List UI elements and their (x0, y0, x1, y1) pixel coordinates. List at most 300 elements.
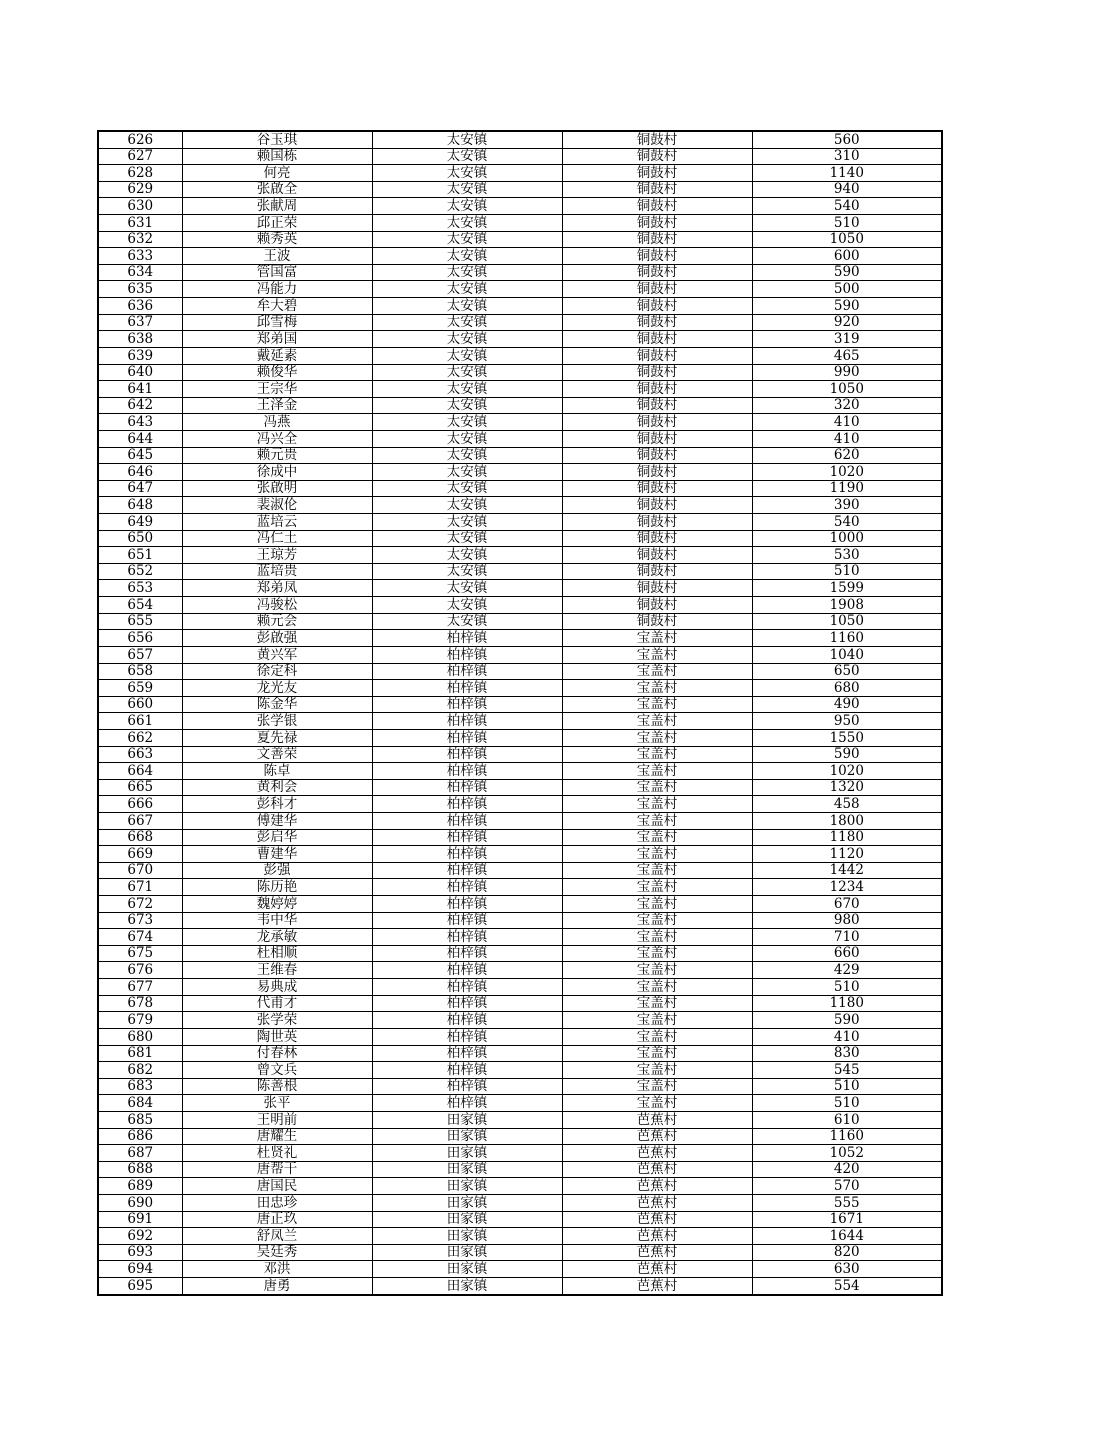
row-number-cell: 629 (98, 181, 182, 198)
row-number-cell: 656 (98, 630, 182, 647)
town-cell: 田家镇 (372, 1178, 562, 1195)
row-number-cell: 673 (98, 912, 182, 929)
name-cell: 蓝培贵 (182, 563, 372, 580)
row-number-cell: 679 (98, 1012, 182, 1029)
village-cell: 宝盖村 (562, 862, 752, 879)
name-cell: 龙承敏 (182, 929, 372, 946)
town-cell: 柏梓镇 (372, 796, 562, 813)
amount-cell: 1160 (752, 1128, 942, 1145)
town-cell: 太安镇 (372, 165, 562, 182)
row-number-cell: 685 (98, 1111, 182, 1128)
town-cell: 太安镇 (372, 148, 562, 165)
amount-cell: 980 (752, 912, 942, 929)
amount-cell: 320 (752, 397, 942, 414)
table-row (98, 314, 942, 331)
village-cell: 铜鼓村 (562, 131, 752, 148)
row-number-cell: 630 (98, 198, 182, 215)
name-cell: 彭强 (182, 862, 372, 879)
name-cell: 赖秀英 (182, 231, 372, 248)
row-number-cell: 650 (98, 530, 182, 547)
village-cell: 铜鼓村 (562, 397, 752, 414)
town-cell: 太安镇 (372, 397, 562, 414)
town-cell: 柏梓镇 (372, 1045, 562, 1062)
row-number-cell: 640 (98, 364, 182, 381)
amount-cell: 554 (752, 1278, 942, 1295)
amount-cell: 510 (752, 979, 942, 996)
town-cell: 柏梓镇 (372, 1078, 562, 1095)
name-cell: 冯骏松 (182, 597, 372, 614)
table-row (98, 148, 942, 165)
name-cell: 王波 (182, 248, 372, 265)
name-cell: 张平 (182, 1095, 372, 1112)
row-number-cell: 647 (98, 480, 182, 497)
table-row (98, 1045, 942, 1062)
village-cell: 宝盖村 (562, 746, 752, 763)
table-row (98, 812, 942, 829)
village-cell: 芭蕉村 (562, 1111, 752, 1128)
town-cell: 田家镇 (372, 1128, 562, 1145)
name-cell: 冯能力 (182, 281, 372, 298)
village-cell: 铜鼓村 (562, 580, 752, 597)
name-cell: 易典成 (182, 979, 372, 996)
town-cell: 柏梓镇 (372, 962, 562, 979)
village-cell: 铜鼓村 (562, 215, 752, 232)
amount-cell: 940 (752, 181, 942, 198)
town-cell: 田家镇 (372, 1278, 562, 1295)
name-cell: 陶世英 (182, 1028, 372, 1045)
row-number-cell: 662 (98, 729, 182, 746)
name-cell: 舒凤兰 (182, 1228, 372, 1245)
amount-cell: 590 (752, 298, 942, 315)
name-cell: 冯兴全 (182, 430, 372, 447)
amount-cell: 590 (752, 264, 942, 281)
village-cell: 宝盖村 (562, 779, 752, 796)
name-cell: 王泽金 (182, 397, 372, 414)
name-cell: 韦中华 (182, 912, 372, 929)
row-number-cell: 643 (98, 414, 182, 431)
village-cell: 铜鼓村 (562, 547, 752, 564)
town-cell: 太安镇 (372, 215, 562, 232)
table-row (98, 1111, 942, 1128)
table-row (98, 1078, 942, 1095)
village-cell: 宝盖村 (562, 729, 752, 746)
village-cell: 铜鼓村 (562, 281, 752, 298)
town-cell: 太安镇 (372, 547, 562, 564)
town-cell: 太安镇 (372, 480, 562, 497)
row-number-cell: 633 (98, 248, 182, 265)
name-cell: 邱雪梅 (182, 314, 372, 331)
name-cell: 王维春 (182, 962, 372, 979)
village-cell: 铜鼓村 (562, 430, 752, 447)
town-cell: 田家镇 (372, 1244, 562, 1261)
village-cell: 宝盖村 (562, 1028, 752, 1045)
village-cell: 铜鼓村 (562, 347, 752, 364)
name-cell: 张学荣 (182, 1012, 372, 1029)
village-cell: 铜鼓村 (562, 198, 752, 215)
village-cell: 宝盖村 (562, 912, 752, 929)
amount-cell: 660 (752, 945, 942, 962)
amount-cell: 620 (752, 447, 942, 464)
town-cell: 太安镇 (372, 580, 562, 597)
town-cell: 柏梓镇 (372, 846, 562, 863)
amount-cell: 590 (752, 1012, 942, 1029)
name-cell: 杜相顺 (182, 945, 372, 962)
amount-cell: 560 (752, 131, 942, 148)
amount-cell: 1000 (752, 530, 942, 547)
row-number-cell: 695 (98, 1278, 182, 1295)
village-cell: 铜鼓村 (562, 264, 752, 281)
name-cell: 张啟全 (182, 181, 372, 198)
table-row (98, 248, 942, 265)
row-number-cell: 655 (98, 613, 182, 630)
amount-cell: 590 (752, 746, 942, 763)
amount-cell: 555 (752, 1195, 942, 1212)
amount-cell: 319 (752, 331, 942, 348)
town-cell: 太安镇 (372, 281, 562, 298)
row-number-cell: 676 (98, 962, 182, 979)
town-cell: 柏梓镇 (372, 929, 562, 946)
row-number-cell: 634 (98, 264, 182, 281)
village-cell: 宝盖村 (562, 962, 752, 979)
row-number-cell: 654 (98, 597, 182, 614)
town-cell: 柏梓镇 (372, 945, 562, 962)
row-number-cell: 652 (98, 563, 182, 580)
town-cell: 太安镇 (372, 430, 562, 447)
table-row (98, 663, 942, 680)
town-cell: 太安镇 (372, 181, 562, 198)
village-cell: 芭蕉村 (562, 1278, 752, 1295)
town-cell: 柏梓镇 (372, 1095, 562, 1112)
name-cell: 田忠珍 (182, 1195, 372, 1212)
amount-cell: 680 (752, 680, 942, 697)
village-cell: 宝盖村 (562, 879, 752, 896)
name-cell: 代甫才 (182, 995, 372, 1012)
row-number-cell: 671 (98, 879, 182, 896)
row-number-cell: 659 (98, 680, 182, 697)
name-cell: 徐定科 (182, 663, 372, 680)
row-number-cell: 641 (98, 381, 182, 398)
amount-cell: 830 (752, 1045, 942, 1062)
row-number-cell: 639 (98, 347, 182, 364)
amount-cell: 545 (752, 1062, 942, 1079)
town-cell: 柏梓镇 (372, 729, 562, 746)
row-number-cell: 626 (98, 131, 182, 148)
amount-cell: 465 (752, 347, 942, 364)
row-number-cell: 667 (98, 812, 182, 829)
name-cell: 郑弟国 (182, 331, 372, 348)
row-number-cell: 666 (98, 796, 182, 813)
row-number-cell: 675 (98, 945, 182, 962)
town-cell: 柏梓镇 (372, 630, 562, 647)
row-number-cell: 631 (98, 215, 182, 232)
amount-cell: 1180 (752, 995, 942, 1012)
town-cell: 田家镇 (372, 1211, 562, 1228)
name-cell: 郑弟凤 (182, 580, 372, 597)
row-number-cell: 678 (98, 995, 182, 1012)
village-cell: 宝盖村 (562, 829, 752, 846)
row-number-cell: 648 (98, 497, 182, 514)
town-cell: 柏梓镇 (372, 663, 562, 680)
village-cell: 铜鼓村 (562, 165, 752, 182)
table-row (98, 763, 942, 780)
table-row (98, 1228, 942, 1245)
table-row (98, 779, 942, 796)
amount-cell: 1050 (752, 613, 942, 630)
row-number-cell: 688 (98, 1161, 182, 1178)
table-row (98, 1062, 942, 1079)
village-cell: 铜鼓村 (562, 331, 752, 348)
village-cell: 铜鼓村 (562, 181, 752, 198)
table-row (98, 879, 942, 896)
town-cell: 太安镇 (372, 497, 562, 514)
row-number-cell: 660 (98, 696, 182, 713)
table-row (98, 912, 942, 929)
table-row (98, 613, 942, 630)
table-row (98, 364, 942, 381)
table-row (98, 630, 942, 647)
town-cell: 柏梓镇 (372, 812, 562, 829)
amount-cell: 950 (752, 713, 942, 730)
table-row (98, 298, 942, 315)
village-cell: 铜鼓村 (562, 613, 752, 630)
name-cell: 黄兴军 (182, 646, 372, 663)
row-number-cell: 672 (98, 896, 182, 913)
table-row (98, 231, 942, 248)
data-table (97, 130, 943, 1296)
amount-cell: 1120 (752, 846, 942, 863)
village-cell: 铜鼓村 (562, 530, 752, 547)
town-cell: 田家镇 (372, 1195, 562, 1212)
row-number-cell: 632 (98, 231, 182, 248)
table-row (98, 1195, 942, 1212)
name-cell: 黄利会 (182, 779, 372, 796)
town-cell: 柏梓镇 (372, 979, 562, 996)
name-cell: 王宗华 (182, 381, 372, 398)
table-row (98, 131, 942, 148)
town-cell: 田家镇 (372, 1161, 562, 1178)
village-cell: 芭蕉村 (562, 1244, 752, 1261)
town-cell: 太安镇 (372, 613, 562, 630)
amount-cell: 1052 (752, 1145, 942, 1162)
village-cell: 宝盖村 (562, 796, 752, 813)
village-cell: 宝盖村 (562, 945, 752, 962)
amount-cell: 429 (752, 962, 942, 979)
amount-cell: 410 (752, 414, 942, 431)
row-number-cell: 668 (98, 829, 182, 846)
amount-cell: 410 (752, 1028, 942, 1045)
village-cell: 芭蕉村 (562, 1211, 752, 1228)
name-cell: 冯燕 (182, 414, 372, 431)
row-number-cell: 670 (98, 862, 182, 879)
name-cell: 吴廷秀 (182, 1244, 372, 1261)
name-cell: 唐勇 (182, 1278, 372, 1295)
row-number-cell: 635 (98, 281, 182, 298)
table-row (98, 480, 942, 497)
town-cell: 太安镇 (372, 563, 562, 580)
town-cell: 太安镇 (372, 231, 562, 248)
row-number-cell: 627 (98, 148, 182, 165)
row-number-cell: 657 (98, 646, 182, 663)
village-cell: 铜鼓村 (562, 364, 752, 381)
amount-cell: 310 (752, 148, 942, 165)
name-cell: 唐帮干 (182, 1161, 372, 1178)
amount-cell: 920 (752, 314, 942, 331)
village-cell: 芭蕉村 (562, 1228, 752, 1245)
village-cell: 铜鼓村 (562, 414, 752, 431)
table-row (98, 1161, 942, 1178)
row-number-cell: 628 (98, 165, 182, 182)
table-row (98, 497, 942, 514)
village-cell: 芭蕉村 (562, 1128, 752, 1145)
name-cell: 曹建华 (182, 846, 372, 863)
table-row (98, 1145, 942, 1162)
amount-cell: 510 (752, 563, 942, 580)
table-row (98, 215, 942, 232)
row-number-cell: 645 (98, 447, 182, 464)
row-number-cell: 646 (98, 464, 182, 481)
amount-cell: 458 (752, 796, 942, 813)
row-number-cell: 644 (98, 430, 182, 447)
row-number-cell: 684 (98, 1095, 182, 1112)
town-cell: 柏梓镇 (372, 912, 562, 929)
village-cell: 铜鼓村 (562, 480, 752, 497)
amount-cell: 510 (752, 1078, 942, 1095)
town-cell: 田家镇 (372, 1145, 562, 1162)
name-cell: 何亮 (182, 165, 372, 182)
amount-cell: 540 (752, 198, 942, 215)
village-cell: 宝盖村 (562, 663, 752, 680)
table-row (98, 696, 942, 713)
table-row (98, 198, 942, 215)
table-row (98, 1012, 942, 1029)
table-row (98, 281, 942, 298)
name-cell: 唐国民 (182, 1178, 372, 1195)
amount-cell: 1442 (752, 862, 942, 879)
village-cell: 宝盖村 (562, 680, 752, 697)
name-cell: 赖元贵 (182, 447, 372, 464)
amount-cell: 510 (752, 1095, 942, 1112)
town-cell: 柏梓镇 (372, 896, 562, 913)
table-row (98, 746, 942, 763)
amount-cell: 1234 (752, 879, 942, 896)
table-row (98, 547, 942, 564)
village-cell: 铜鼓村 (562, 464, 752, 481)
amount-cell: 500 (752, 281, 942, 298)
name-cell: 龙光友 (182, 680, 372, 697)
amount-cell: 540 (752, 514, 942, 531)
village-cell: 铜鼓村 (562, 231, 752, 248)
name-cell: 付春林 (182, 1045, 372, 1062)
village-cell: 宝盖村 (562, 1078, 752, 1095)
amount-cell: 710 (752, 929, 942, 946)
name-cell: 陈金华 (182, 696, 372, 713)
row-number-cell: 693 (98, 1244, 182, 1261)
table-row (98, 264, 942, 281)
town-cell: 柏梓镇 (372, 879, 562, 896)
village-cell: 宝盖村 (562, 696, 752, 713)
village-cell: 宝盖村 (562, 1045, 752, 1062)
table-row (98, 896, 942, 913)
village-cell: 宝盖村 (562, 1062, 752, 1079)
table-row (98, 680, 942, 697)
table-row (98, 580, 942, 597)
amount-cell: 510 (752, 215, 942, 232)
name-cell: 陈卓 (182, 763, 372, 780)
table-row (98, 597, 942, 614)
row-number-cell: 638 (98, 331, 182, 348)
town-cell: 太安镇 (372, 464, 562, 481)
town-cell: 太安镇 (372, 264, 562, 281)
name-cell: 赖国栋 (182, 148, 372, 165)
amount-cell: 650 (752, 663, 942, 680)
table-row (98, 929, 942, 946)
amount-cell: 1599 (752, 580, 942, 597)
town-cell: 太安镇 (372, 530, 562, 547)
name-cell: 夏先禄 (182, 729, 372, 746)
table-row (98, 1278, 942, 1295)
town-cell: 太安镇 (372, 298, 562, 315)
name-cell: 张啟明 (182, 480, 372, 497)
town-cell: 柏梓镇 (372, 995, 562, 1012)
name-cell: 彭启华 (182, 829, 372, 846)
table-row (98, 347, 942, 364)
name-cell: 王明前 (182, 1111, 372, 1128)
table-row (98, 1261, 942, 1278)
amount-cell: 490 (752, 696, 942, 713)
row-number-cell: 651 (98, 547, 182, 564)
town-cell: 柏梓镇 (372, 746, 562, 763)
row-number-cell: 661 (98, 713, 182, 730)
table-row (98, 464, 942, 481)
town-cell: 柏梓镇 (372, 829, 562, 846)
row-number-cell: 680 (98, 1028, 182, 1045)
town-cell: 柏梓镇 (372, 1062, 562, 1079)
amount-cell: 530 (752, 547, 942, 564)
table-row (98, 397, 942, 414)
name-cell: 唐耀生 (182, 1128, 372, 1145)
village-cell: 宝盖村 (562, 713, 752, 730)
amount-cell: 1140 (752, 165, 942, 182)
village-cell: 宝盖村 (562, 929, 752, 946)
name-cell: 冯仁土 (182, 530, 372, 547)
town-cell: 柏梓镇 (372, 680, 562, 697)
amount-cell: 1190 (752, 480, 942, 497)
table-row (98, 829, 942, 846)
village-cell: 铜鼓村 (562, 148, 752, 165)
name-cell: 张献周 (182, 198, 372, 215)
name-cell: 戴延素 (182, 347, 372, 364)
amount-cell: 1040 (752, 646, 942, 663)
town-cell: 柏梓镇 (372, 779, 562, 796)
town-cell: 柏梓镇 (372, 1028, 562, 1045)
table-row (98, 447, 942, 464)
row-number-cell: 690 (98, 1195, 182, 1212)
row-number-cell: 642 (98, 397, 182, 414)
row-number-cell: 636 (98, 298, 182, 315)
table-row (98, 331, 942, 348)
row-number-cell: 692 (98, 1228, 182, 1245)
village-cell: 芭蕉村 (562, 1145, 752, 1162)
amount-cell: 1020 (752, 763, 942, 780)
town-cell: 太安镇 (372, 314, 562, 331)
town-cell: 太安镇 (372, 597, 562, 614)
amount-cell: 390 (752, 497, 942, 514)
name-cell: 陈历艳 (182, 879, 372, 896)
village-cell: 宝盖村 (562, 896, 752, 913)
table-row (98, 1244, 942, 1261)
amount-cell: 820 (752, 1244, 942, 1261)
row-number-cell: 686 (98, 1128, 182, 1145)
